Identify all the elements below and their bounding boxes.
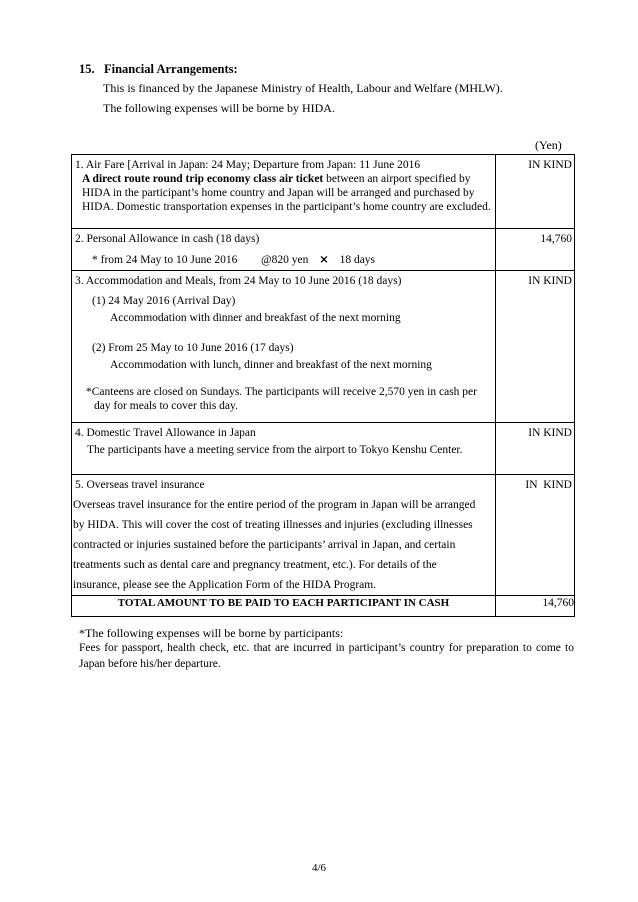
canteen-note: *Canteens are closed on Sundays. The participants will receive 2,570 yen in cash per day for meals to cover this day. [86,386,477,412]
page-number: 4/6 [311,862,327,874]
table-row-air-fare [72,155,575,229]
air-fare-details: between an airport specified by HIDA in the participant’s home country and Japan will be arranged and purchased by HIDA. Domestic transportation expenses in the participant’s home country are excluded. [82,173,491,213]
insurance-line: by HIDA. This will cover the cost of treating illnesses and injuries (excluding illnesses [73,519,473,531]
allowance-days: 18 days [339,254,376,266]
stay-period-heading: (2) From 25 May to 10 June 2016 (17 days) [92,342,294,354]
arrival-day-details: Accommodation with dinner and breakfast of the next morning [110,312,401,324]
section-number: 15. [79,62,95,76]
table-row-total [72,596,575,617]
expenses-table [71,154,575,617]
insurance-line: Overseas travel insurance for the entire period of the program in Japan will be arranged [73,499,476,511]
insurance-details [72,495,495,595]
total-amount: 14,760 [496,596,575,617]
insurance-line: insurance, please see the Application Form of the HIDA Program. [73,579,377,591]
insurance-line: contracted or injuries sustained before the participants’ arrival in Japan, and certain [73,539,456,551]
insurance-title: 5. Overseas travel insurance [75,479,205,491]
domestic-travel-details: The participants have a meeting service from the airport to Tokyo Kenshu Center. [87,444,463,456]
intro-line-financing: This is financed by the Japanese Ministry of Health, Labour and Welfare (MHLW). [103,81,503,95]
air-fare-ticket-type: A direct route round trip economy class air ticket [82,173,324,185]
allowance-period: * from 24 May to 10 June 2016 [92,254,238,266]
insurance-amount: IN KIND [496,475,575,596]
currency-unit: (Yen) [535,138,562,152]
section-title: Financial Arrangements: [104,62,238,76]
accommodation-title: 3. Accommodation and Meals, from 24 May to 10 June 2016 (18 days) [75,275,402,287]
domestic-travel-title: 4. Domestic Travel Allowance in Japan [75,427,256,439]
insurance-line: treatments such as dental care and pregnancy treatment, etc.). For details of the [73,559,437,571]
table-row-accommodation [72,271,575,423]
table-row-personal-allowance [72,229,575,271]
multiply-sign: × [319,252,329,266]
total-label: TOTAL AMOUNT TO BE PAID TO EACH PARTICIPANT IN CASH [72,596,496,617]
allowance-rate: @820 yen [261,254,309,266]
air-fare-amount: IN KIND [496,155,575,229]
stay-period-details: Accommodation with lunch, dinner and breakfast of the next morning [110,359,432,371]
domestic-travel-amount: IN KIND [496,423,575,475]
participant-fees-text: Fees for passport, health check, etc. that are incurred in participant’s country for preparation to come to Japan before his/her departure. [79,642,574,670]
air-fare-title: 1. Air Fare [Arrival in Japan: 24 May; Departure from Japan: 11 June 2016 [75,159,421,171]
allowance-amount: 14,760 [496,229,575,271]
air-fare-description [72,172,495,214]
table-row-insurance [72,475,575,596]
accommodation-amount: IN KIND [496,271,575,423]
participant-expenses-note: *The following expenses will be borne by participants: [79,626,344,640]
allowance-calculation [72,252,495,267]
intro-line-expenses: The following expenses will be borne by HIDA. [103,101,335,115]
section-heading [79,62,238,77]
allowance-title: 2. Personal Allowance in cash (18 days) [75,233,260,245]
table-row-domestic-travel [72,423,575,475]
arrival-day-heading: (1) 24 May 2016 (Arrival Day) [92,295,236,307]
